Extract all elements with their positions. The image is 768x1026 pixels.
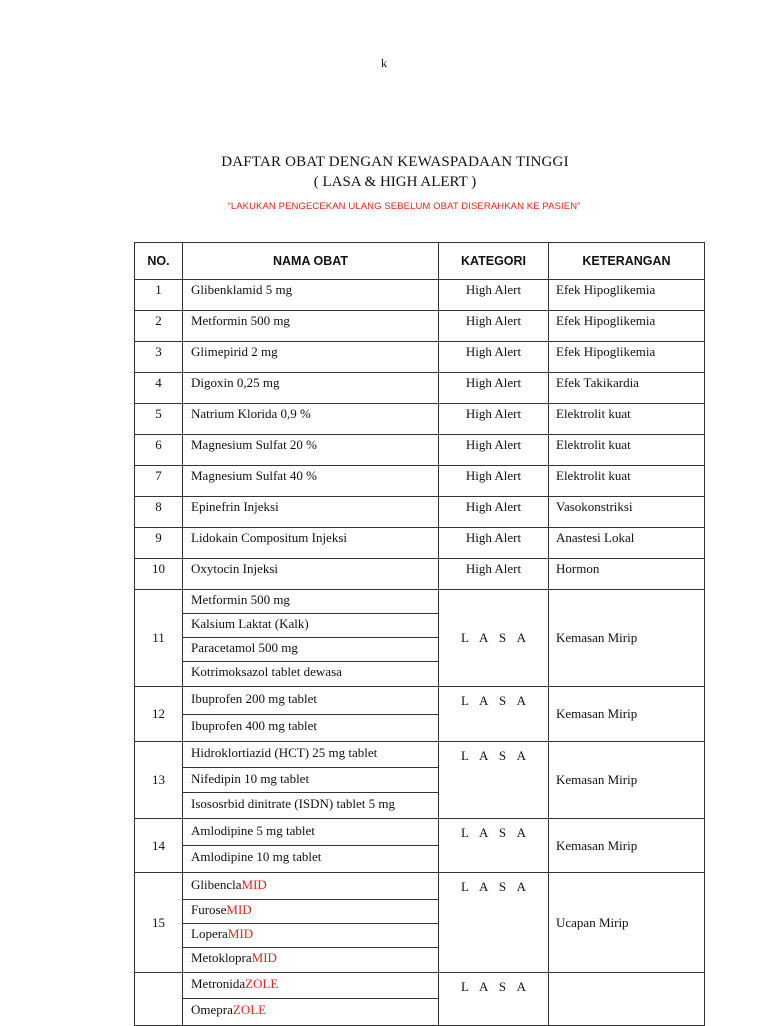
drug-name-base: Metronida bbox=[191, 976, 246, 991]
header-name: NAMA OBAT bbox=[183, 243, 439, 280]
header-no: NO. bbox=[135, 243, 183, 280]
drug-name-base: Furose bbox=[191, 902, 227, 917]
drug-note: Efek Hipoglikemia bbox=[549, 311, 705, 342]
drug-name bbox=[183, 973, 438, 999]
drug-name: Magnesium Sulfat 40 % bbox=[183, 466, 439, 497]
drug-note: Kemasan Mirip bbox=[549, 742, 705, 819]
drug-name-list bbox=[183, 590, 439, 687]
drug-category: High Alert bbox=[439, 497, 549, 528]
drug-name-base: Omepra bbox=[191, 1002, 233, 1017]
row-number: 11 bbox=[135, 590, 183, 687]
row-number: 12 bbox=[135, 687, 183, 742]
table-body bbox=[135, 280, 705, 1026]
row-number: 7 bbox=[135, 466, 183, 497]
row-number: 5 bbox=[135, 404, 183, 435]
table-row bbox=[135, 311, 705, 342]
page-mark: k bbox=[381, 56, 387, 70]
table-row bbox=[135, 497, 705, 528]
table-row bbox=[135, 373, 705, 404]
lasa-label: L A S A bbox=[460, 879, 531, 894]
drug-note: Efek Hipoglikemia bbox=[549, 280, 705, 311]
drug-name-suffix: ZOLE bbox=[245, 976, 279, 991]
table-row bbox=[135, 342, 705, 373]
row-number: 3 bbox=[135, 342, 183, 373]
table-header-row bbox=[135, 243, 705, 280]
drug-category: High Alert bbox=[439, 404, 549, 435]
drug-name-list bbox=[183, 873, 439, 973]
drug-table bbox=[134, 242, 705, 1026]
drug-name: Ibuprofen 200 mg tablet bbox=[183, 687, 438, 715]
drug-name-suffix: MID bbox=[251, 950, 277, 965]
drug-category bbox=[439, 687, 549, 742]
drug-name-suffix: ZOLE bbox=[232, 1002, 267, 1017]
lasa-label: L A S A bbox=[460, 979, 531, 994]
drug-note: Hormon bbox=[549, 559, 705, 590]
row-number: 14 bbox=[135, 819, 183, 873]
drug-category bbox=[439, 873, 549, 973]
table-row bbox=[135, 404, 705, 435]
drug-category bbox=[439, 590, 549, 687]
row-number: 1 bbox=[135, 280, 183, 311]
table-row-group bbox=[135, 973, 705, 1026]
drug-name: Glimepirid 2 mg bbox=[183, 342, 439, 373]
table-row bbox=[135, 528, 705, 559]
row-number: 13 bbox=[135, 742, 183, 819]
drug-category bbox=[439, 819, 549, 873]
drug-name: Metformin 500 mg bbox=[183, 311, 439, 342]
table-row-group bbox=[135, 819, 705, 873]
drug-name: Hidroklortiazid (HCT) 25 mg tablet bbox=[183, 742, 438, 768]
drug-name: Metformin 500 mg bbox=[183, 590, 438, 614]
row-number: 2 bbox=[135, 311, 183, 342]
drug-name: Kotrimoksazol tablet dewasa bbox=[191, 664, 342, 679]
drug-note: Ucapan Mirip bbox=[549, 873, 705, 973]
drug-name bbox=[183, 999, 438, 1025]
drug-category: High Alert bbox=[439, 311, 549, 342]
table-row-group bbox=[135, 687, 705, 742]
drug-name: Epinefrin Injeksi bbox=[183, 497, 439, 528]
lasa-label: L A S A bbox=[460, 630, 531, 645]
drug-category bbox=[439, 973, 549, 1026]
drug-name bbox=[183, 924, 438, 948]
row-number: 15 bbox=[135, 873, 183, 973]
drug-name-list bbox=[183, 687, 439, 742]
header-note: KETERANGAN bbox=[549, 243, 705, 280]
drug-name: Isososrbid dinitrate (ISDN) tablet 5 mg bbox=[191, 796, 395, 811]
row-number: 4 bbox=[135, 373, 183, 404]
drug-name: Glibenklamid 5 mg bbox=[183, 280, 439, 311]
drug-category: High Alert bbox=[439, 466, 549, 497]
drug-note: Vasokonstriksi bbox=[549, 497, 705, 528]
table-row-group bbox=[135, 873, 705, 973]
drug-name: Digoxin 0,25 mg bbox=[183, 373, 439, 404]
drug-note: Elektrolit kuat bbox=[549, 404, 705, 435]
drug-name: Kalsium Laktat (Kalk) bbox=[183, 614, 438, 638]
drug-name-list bbox=[183, 742, 439, 819]
lasa-label: L A S A bbox=[460, 693, 531, 708]
table-row-group bbox=[135, 590, 705, 687]
table-row bbox=[135, 466, 705, 497]
drug-category: High Alert bbox=[439, 528, 549, 559]
drug-note: Elektrolit kuat bbox=[549, 435, 705, 466]
drug-name bbox=[183, 873, 438, 900]
drug-note: Elektrolit kuat bbox=[549, 466, 705, 497]
drug-name: Lidokain Compositum Injeksi bbox=[183, 528, 439, 559]
drug-name: Amlodipine 5 mg tablet bbox=[183, 819, 438, 846]
lasa-label: L A S A bbox=[460, 825, 531, 840]
document-subtitle: ( LASA & HIGH ALERT ) bbox=[313, 174, 477, 190]
drug-note: Anastesi Lokal bbox=[549, 528, 705, 559]
drug-name-base: Metoklopra bbox=[191, 950, 252, 965]
drug-category: High Alert bbox=[439, 342, 549, 373]
drug-name: Ibuprofen 400 mg tablet bbox=[191, 718, 317, 733]
drug-name-base: Glibencla bbox=[191, 877, 242, 892]
drug-note: Efek Takikardia bbox=[549, 373, 705, 404]
drug-name-suffix: MID bbox=[227, 926, 254, 941]
drug-name-base: Lopera bbox=[191, 926, 228, 941]
drug-name-suffix: MID bbox=[226, 902, 252, 917]
drug-note: Kemasan Mirip bbox=[549, 819, 705, 873]
table-row-group bbox=[135, 742, 705, 819]
table-row bbox=[135, 559, 705, 590]
drug-category: High Alert bbox=[439, 280, 549, 311]
row-number bbox=[135, 973, 183, 1026]
drug-category: High Alert bbox=[439, 435, 549, 466]
drug-note: Kemasan Mirip bbox=[549, 687, 705, 742]
header-category: KATEGORI bbox=[439, 243, 549, 280]
drug-note: Efek Hipoglikemia bbox=[549, 342, 705, 373]
drug-category: High Alert bbox=[439, 559, 549, 590]
drug-name: Oxytocin Injeksi bbox=[183, 559, 439, 590]
drug-name: Paracetamol 500 mg bbox=[183, 638, 438, 662]
drug-name-suffix: MID bbox=[241, 877, 267, 892]
table-row bbox=[135, 435, 705, 466]
row-number: 6 bbox=[135, 435, 183, 466]
drug-name-list bbox=[183, 819, 439, 873]
lasa-label: L A S A bbox=[460, 748, 531, 763]
drug-name: Magnesium Sulfat 20 % bbox=[183, 435, 439, 466]
document-title: DAFTAR OBAT DENGAN KEWASPADAAN TINGGI bbox=[221, 154, 569, 170]
row-number: 10 bbox=[135, 559, 183, 590]
drug-name: Amlodipine 10 mg tablet bbox=[191, 849, 322, 864]
drug-note: Kemasan Mirip bbox=[549, 590, 705, 687]
drug-name: Nifedipin 10 mg tablet bbox=[183, 768, 438, 793]
drug-category: High Alert bbox=[439, 373, 549, 404]
table-row bbox=[135, 280, 705, 311]
row-number: 9 bbox=[135, 528, 183, 559]
drug-name bbox=[183, 900, 438, 924]
drug-category bbox=[439, 742, 549, 819]
drug-note bbox=[549, 973, 705, 1026]
drug-name-list bbox=[183, 973, 439, 1026]
warning-note: “LAKUKAN PENGECEKAN ULANG SEBELUM OBAT DISERAHKAN KE PASIEN” bbox=[227, 201, 581, 212]
drug-name: Natrium Klorida 0,9 % bbox=[183, 404, 439, 435]
drug-name bbox=[183, 948, 438, 972]
row-number: 8 bbox=[135, 497, 183, 528]
